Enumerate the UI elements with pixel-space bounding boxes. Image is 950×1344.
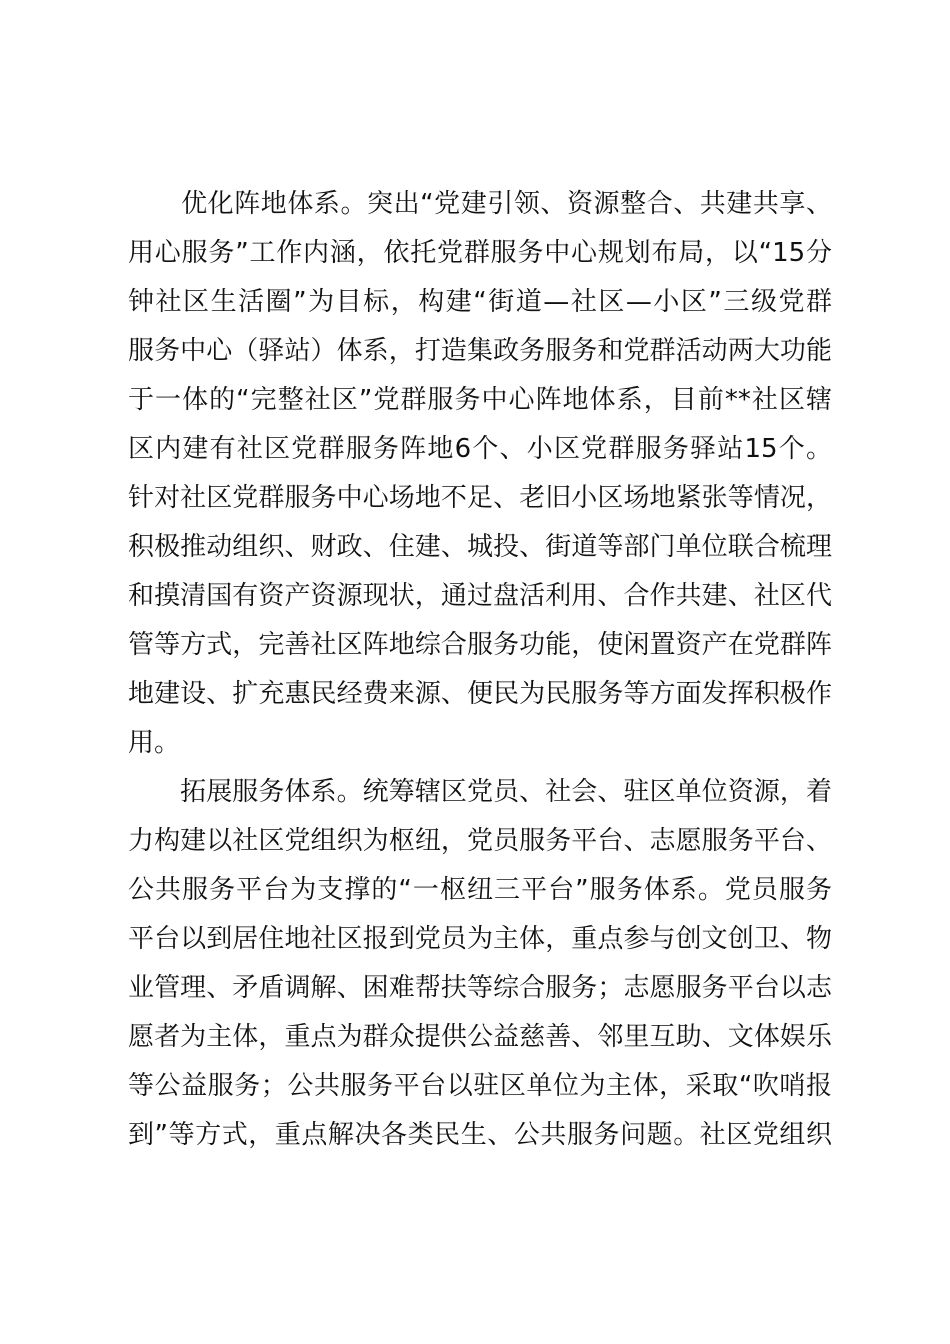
text-line: 服务中心（驿站）体系，打造集政务服务和党群活动两大功能 [128, 336, 832, 366]
text-line: 区内建有社区党群服务阵地6个、小区党群服务驿站15个。 [128, 434, 832, 464]
text-line: 平台以到居住地社区报到党员为主体，重点参与创文创卫、物 [128, 924, 832, 954]
text-line: 积极推动组织、财政、住建、城投、街道等部门单位联合梳理 [128, 532, 832, 562]
text-line: 业管理、矛盾调解、困难帮扶等综合服务；志愿服务平台以志 [128, 973, 832, 1003]
paragraph-expand-service-system [128, 768, 832, 1160]
text-line: 管等方式，完善社区阵地综合服务功能，使闲置资产在党群阵 [128, 630, 832, 660]
text-line: 针对社区党群服务中心场地不足、老旧小区场地紧张等情况， [128, 483, 832, 513]
text-line: 拓展服务体系。统筹辖区党员、社会、驻区单位资源，着 [128, 777, 832, 807]
text-line: 用。 [128, 728, 181, 758]
text-line: 地建设、扩充惠民经费来源、便民为民服务等方面发挥积极作 [128, 679, 832, 709]
paragraph-optimize-position-system [128, 180, 832, 768]
text-line: 力构建以社区党组织为枢纽，党员服务平台、志愿服务平台、 [128, 826, 832, 856]
text-line: 愿者为主体，重点为群众提供公益慈善、邻里互助、文体娱乐 [128, 1022, 832, 1052]
text-line: 等公益服务；公共服务平台以驻区单位为主体，采取“吹哨报 [128, 1071, 832, 1101]
text-line: 优化阵地体系。突出“党建引领、资源整合、共建共享、 [128, 189, 832, 219]
text-line: 到”等方式，重点解决各类民生、公共服务问题。社区党组织 [128, 1120, 832, 1150]
text-line: 公共服务平台为支撑的“一枢纽三平台”服务体系。党员服务 [128, 875, 832, 905]
text-line: 用心服务”工作内涵，依托党群服务中心规划布局，以“15分 [128, 238, 832, 268]
text-line: 和摸清国有资产资源现状，通过盘活利用、合作共建、社区代 [128, 581, 832, 611]
text-line: 钟社区生活圈”为目标，构建“街道—社区—小区”三级党群 [128, 287, 832, 317]
text-line: 于一体的“完整社区”党群服务中心阵地体系，目前**社区辖 [128, 385, 832, 415]
document-body [128, 180, 832, 1160]
